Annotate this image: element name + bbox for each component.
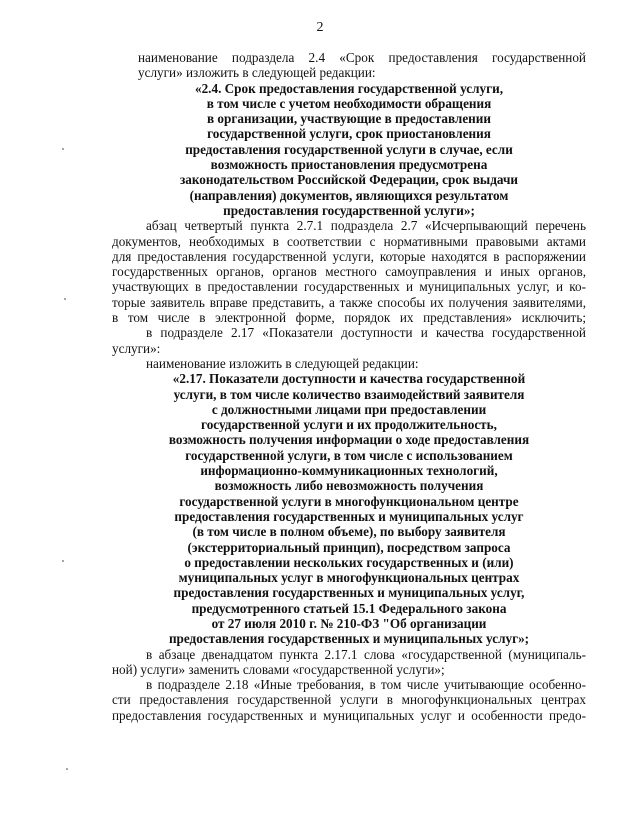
- text-line: сти предоставления государственной услуги в многофункциональных центрах: [112, 692, 586, 708]
- text-line: наименование подраздела 2.4 «Срок предоставления государственной: [138, 50, 586, 65]
- text-line: предоставления государственной услуги»;: [223, 202, 475, 218]
- text-line: муниципальных услуг в многофункциональных центрах: [178, 570, 520, 586]
- text-line: в подразделе 2.18 «Иные требования, в том числе учитывающие особенно-: [146, 677, 586, 693]
- text-line: «2.17. Показатели доступности и качества государственной: [172, 371, 526, 387]
- scan-speck: [64, 298, 66, 300]
- text-line: (направления) документов, являющихся результатом: [189, 187, 509, 203]
- text-line: (экстерриториальный принцип), посредством запроса: [187, 539, 511, 555]
- text-line: предоставления государственных и муниципальных услуг»;: [168, 631, 530, 647]
- text-line: государственной услуги и их продолжительность,: [201, 417, 497, 433]
- text-line: о предоставлении нескольких государственных и (или): [184, 554, 514, 570]
- text-line: предоставления государственной услуги в случае, если: [185, 141, 513, 157]
- text-line: абзац четвертый пункта 2.7.1 подраздела 2.7 «Исчерпывающий перечень: [146, 218, 586, 234]
- text-line: государственной услуги в многофункциональном центре: [179, 493, 519, 509]
- scan-speck: [66, 768, 68, 770]
- text-line: предоставления государственных и муниципальных услуг: [174, 508, 524, 524]
- text-line: ной) услуги» заменить словами «государственной услуги»;: [112, 661, 445, 677]
- text-line: торые заявитель вправе представить, а также способы их получения заявителями,: [112, 294, 586, 310]
- text-line: в том числе с учетом необходимости обращения: [206, 95, 492, 111]
- text-line: услуги»:: [112, 340, 161, 356]
- text-line: с должностными лицами при предоставлении: [211, 401, 487, 417]
- text-line: государственной услуги, в том числе с использованием: [185, 447, 513, 463]
- text-line: «2.4. Срок предоставления государственной услуги,: [194, 80, 503, 96]
- text-line: предоставления государственных и муниципальных услуг,: [173, 585, 525, 601]
- text-line: в том числе в электронной форме, порядок их представления» исключить;: [112, 310, 586, 326]
- text-line: документов, необходимых в соответствии с нормативными правовыми актами: [112, 233, 586, 249]
- text-line: для предоставления государственной услуги, которые находятся в распоряжении: [112, 248, 586, 264]
- text-line: государственных органов, органов местного самоуправления и иных органов,: [112, 264, 586, 280]
- text-line: услуги, в том числе количество взаимодействий заявителя: [173, 386, 525, 402]
- text-line: предоставления государственных и муниципальных услуг и особенности предо-: [112, 707, 586, 723]
- text-line: информационно-коммуникационных технологий,: [200, 463, 498, 479]
- text-line: наименование изложить в следующей редакции:: [146, 355, 419, 371]
- page-number: 2: [316, 20, 324, 35]
- text-line: от 27 июля 2010 г. № 210-ФЗ "Об организации: [211, 615, 487, 631]
- text-line: (в том числе в полном объеме), по выбору заявителя: [192, 524, 506, 540]
- scan-speck: [62, 560, 64, 562]
- text-line: в организации, участвующие в предоставлении: [207, 111, 491, 127]
- text-line: возможность приостановления предусмотрена: [210, 157, 488, 173]
- text-line: услуги» изложить в следующей редакции:: [138, 65, 376, 81]
- text-line: законодательством Российской Федерации, срок выдачи: [179, 172, 519, 188]
- document-body: [112, 50, 586, 723]
- text-line: возможность получения информации о ходе предоставления: [168, 432, 530, 448]
- text-line: возможность либо невозможность получения: [214, 478, 484, 494]
- text-line: государственной услуги, срок приостановления: [207, 126, 491, 142]
- scan-speck: [62, 148, 64, 150]
- text-line: предусмотренного статьей 15.1 Федерального закона: [191, 600, 507, 616]
- text-line: в подразделе 2.17 «Показатели доступности и качества государственной: [146, 325, 586, 341]
- text-line: участвующих в предоставлении государственных и муниципальных услуг, и ко-: [112, 279, 586, 295]
- text-line: в абзаце двенадцатом пункта 2.17.1 слова «государственной (муниципаль-: [146, 646, 586, 662]
